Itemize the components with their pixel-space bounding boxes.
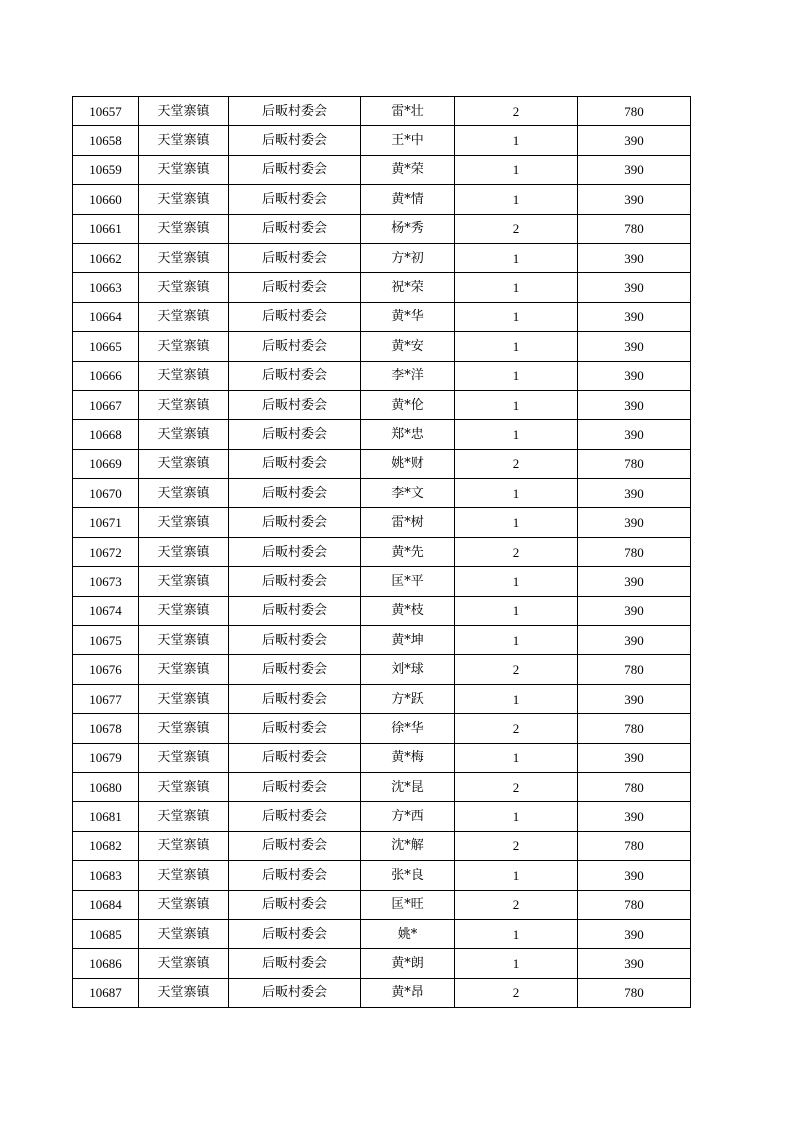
cell-count: 1 — [455, 420, 578, 449]
cell-name: 沈*昆 — [361, 772, 455, 801]
cell-id: 10679 — [73, 743, 139, 772]
cell-count: 2 — [455, 655, 578, 684]
cell-id: 10670 — [73, 479, 139, 508]
table-row — [73, 537, 691, 566]
cell-amount: 390 — [578, 302, 691, 331]
cell-name: 姚* — [361, 919, 455, 948]
cell-id: 10683 — [73, 861, 139, 890]
cell-town: 天堂寨镇 — [139, 772, 229, 801]
cell-count: 2 — [455, 537, 578, 566]
cell-id: 10660 — [73, 185, 139, 214]
cell-name: 祝*荣 — [361, 273, 455, 302]
cell-id: 10678 — [73, 714, 139, 743]
table-row — [73, 684, 691, 713]
cell-count: 1 — [455, 949, 578, 978]
cell-id: 10674 — [73, 596, 139, 625]
cell-village: 后畈村委会 — [229, 332, 361, 361]
cell-village: 后畈村委会 — [229, 655, 361, 684]
cell-amount: 390 — [578, 596, 691, 625]
cell-amount: 390 — [578, 332, 691, 361]
table-row — [73, 185, 691, 214]
cell-count: 2 — [455, 831, 578, 860]
cell-amount: 780 — [578, 831, 691, 860]
table-row — [73, 243, 691, 272]
cell-village: 后畈村委会 — [229, 126, 361, 155]
cell-id: 10673 — [73, 567, 139, 596]
cell-count: 1 — [455, 155, 578, 184]
cell-id: 10662 — [73, 243, 139, 272]
cell-name: 杨*秀 — [361, 214, 455, 243]
cell-village: 后畈村委会 — [229, 508, 361, 537]
cell-name: 刘*球 — [361, 655, 455, 684]
cell-village: 后畈村委会 — [229, 861, 361, 890]
cell-amount: 390 — [578, 390, 691, 419]
cell-count: 1 — [455, 743, 578, 772]
cell-count: 2 — [455, 978, 578, 1007]
table-row — [73, 126, 691, 155]
cell-amount: 390 — [578, 919, 691, 948]
cell-count: 1 — [455, 390, 578, 419]
cell-name: 李*洋 — [361, 361, 455, 390]
cell-name: 沈*解 — [361, 831, 455, 860]
cell-village: 后畈村委会 — [229, 97, 361, 126]
table-row — [73, 802, 691, 831]
cell-village: 后畈村委会 — [229, 772, 361, 801]
cell-town: 天堂寨镇 — [139, 626, 229, 655]
cell-name: 黄*华 — [361, 302, 455, 331]
table-row — [73, 890, 691, 919]
cell-town: 天堂寨镇 — [139, 508, 229, 537]
cell-town: 天堂寨镇 — [139, 361, 229, 390]
cell-name: 匡*平 — [361, 567, 455, 596]
cell-name: 方*跃 — [361, 684, 455, 713]
cell-town: 天堂寨镇 — [139, 185, 229, 214]
cell-count: 1 — [455, 479, 578, 508]
cell-amount: 780 — [578, 97, 691, 126]
cell-village: 后畈村委会 — [229, 390, 361, 419]
cell-amount: 390 — [578, 802, 691, 831]
table-row — [73, 97, 691, 126]
cell-name: 雷*壮 — [361, 97, 455, 126]
table-row — [73, 655, 691, 684]
table-row — [73, 861, 691, 890]
cell-name: 张*良 — [361, 861, 455, 890]
cell-name: 郑*忠 — [361, 420, 455, 449]
cell-town: 天堂寨镇 — [139, 390, 229, 419]
cell-id: 10659 — [73, 155, 139, 184]
cell-town: 天堂寨镇 — [139, 743, 229, 772]
cell-town: 天堂寨镇 — [139, 684, 229, 713]
cell-town: 天堂寨镇 — [139, 949, 229, 978]
cell-id: 10666 — [73, 361, 139, 390]
table-row — [73, 390, 691, 419]
cell-count: 1 — [455, 243, 578, 272]
cell-town: 天堂寨镇 — [139, 273, 229, 302]
cell-town: 天堂寨镇 — [139, 332, 229, 361]
cell-village: 后畈村委会 — [229, 567, 361, 596]
cell-amount: 780 — [578, 890, 691, 919]
table-row — [73, 508, 691, 537]
table-row — [73, 361, 691, 390]
cell-name: 黄*情 — [361, 185, 455, 214]
cell-count: 1 — [455, 919, 578, 948]
table-row — [73, 302, 691, 331]
cell-count: 1 — [455, 302, 578, 331]
cell-count: 2 — [455, 449, 578, 478]
cell-count: 1 — [455, 596, 578, 625]
roster-body — [73, 97, 691, 1008]
table-row — [73, 831, 691, 860]
table-row — [73, 273, 691, 302]
table-row — [73, 919, 691, 948]
cell-town: 天堂寨镇 — [139, 449, 229, 478]
cell-name: 姚*财 — [361, 449, 455, 478]
cell-name: 黄*先 — [361, 537, 455, 566]
cell-village: 后畈村委会 — [229, 185, 361, 214]
table-row — [73, 626, 691, 655]
cell-count: 2 — [455, 714, 578, 743]
cell-amount: 390 — [578, 949, 691, 978]
cell-id: 10677 — [73, 684, 139, 713]
cell-name: 黄*昂 — [361, 978, 455, 1007]
cell-amount: 390 — [578, 508, 691, 537]
cell-amount: 780 — [578, 537, 691, 566]
cell-id: 10671 — [73, 508, 139, 537]
cell-amount: 390 — [578, 420, 691, 449]
cell-id: 10667 — [73, 390, 139, 419]
cell-town: 天堂寨镇 — [139, 890, 229, 919]
cell-name: 黄*枝 — [361, 596, 455, 625]
cell-name: 黄*朗 — [361, 949, 455, 978]
cell-id: 10680 — [73, 772, 139, 801]
cell-id: 10665 — [73, 332, 139, 361]
cell-id: 10658 — [73, 126, 139, 155]
cell-town: 天堂寨镇 — [139, 831, 229, 860]
cell-town: 天堂寨镇 — [139, 655, 229, 684]
cell-id: 10663 — [73, 273, 139, 302]
table-row — [73, 155, 691, 184]
cell-town: 天堂寨镇 — [139, 155, 229, 184]
table-row — [73, 420, 691, 449]
cell-name: 方*初 — [361, 243, 455, 272]
cell-village: 后畈村委会 — [229, 802, 361, 831]
cell-village: 后畈村委会 — [229, 420, 361, 449]
cell-village: 后畈村委会 — [229, 449, 361, 478]
cell-amount: 390 — [578, 361, 691, 390]
cell-town: 天堂寨镇 — [139, 861, 229, 890]
cell-amount: 780 — [578, 655, 691, 684]
cell-town: 天堂寨镇 — [139, 537, 229, 566]
cell-id: 10664 — [73, 302, 139, 331]
cell-amount: 390 — [578, 185, 691, 214]
cell-amount: 390 — [578, 243, 691, 272]
cell-amount: 390 — [578, 479, 691, 508]
cell-amount: 390 — [578, 155, 691, 184]
cell-id: 10684 — [73, 890, 139, 919]
cell-village: 后畈村委会 — [229, 243, 361, 272]
cell-id: 10661 — [73, 214, 139, 243]
cell-amount: 780 — [578, 714, 691, 743]
cell-village: 后畈村委会 — [229, 155, 361, 184]
table-row — [73, 449, 691, 478]
cell-town: 天堂寨镇 — [139, 802, 229, 831]
table-row — [73, 772, 691, 801]
table-row — [73, 479, 691, 508]
cell-name: 徐*华 — [361, 714, 455, 743]
cell-town: 天堂寨镇 — [139, 479, 229, 508]
cell-town: 天堂寨镇 — [139, 919, 229, 948]
table-row — [73, 978, 691, 1007]
cell-town: 天堂寨镇 — [139, 214, 229, 243]
cell-id: 10685 — [73, 919, 139, 948]
cell-amount: 780 — [578, 449, 691, 478]
table-row — [73, 714, 691, 743]
cell-town: 天堂寨镇 — [139, 567, 229, 596]
cell-town: 天堂寨镇 — [139, 243, 229, 272]
cell-count: 1 — [455, 861, 578, 890]
table-row — [73, 567, 691, 596]
cell-town: 天堂寨镇 — [139, 420, 229, 449]
cell-town: 天堂寨镇 — [139, 978, 229, 1007]
cell-count: 1 — [455, 626, 578, 655]
cell-town: 天堂寨镇 — [139, 714, 229, 743]
cell-count: 1 — [455, 802, 578, 831]
cell-count: 1 — [455, 684, 578, 713]
cell-id: 10681 — [73, 802, 139, 831]
cell-id: 10657 — [73, 97, 139, 126]
cell-village: 后畈村委会 — [229, 714, 361, 743]
cell-name: 黄*坤 — [361, 626, 455, 655]
cell-name: 匡*旺 — [361, 890, 455, 919]
cell-village: 后畈村委会 — [229, 537, 361, 566]
cell-village: 后畈村委会 — [229, 273, 361, 302]
cell-count: 1 — [455, 332, 578, 361]
subsidy-roster-table — [72, 96, 691, 1008]
cell-id: 10682 — [73, 831, 139, 860]
cell-village: 后畈村委会 — [229, 831, 361, 860]
table-row — [73, 743, 691, 772]
cell-town: 天堂寨镇 — [139, 596, 229, 625]
cell-village: 后畈村委会 — [229, 743, 361, 772]
cell-amount: 780 — [578, 214, 691, 243]
cell-count: 1 — [455, 273, 578, 302]
cell-village: 后畈村委会 — [229, 302, 361, 331]
cell-id: 10675 — [73, 626, 139, 655]
table-row — [73, 214, 691, 243]
cell-amount: 390 — [578, 567, 691, 596]
cell-village: 后畈村委会 — [229, 919, 361, 948]
cell-id: 10687 — [73, 978, 139, 1007]
cell-village: 后畈村委会 — [229, 978, 361, 1007]
cell-name: 王*中 — [361, 126, 455, 155]
table-row — [73, 949, 691, 978]
cell-town: 天堂寨镇 — [139, 126, 229, 155]
cell-village: 后畈村委会 — [229, 626, 361, 655]
cell-amount: 780 — [578, 978, 691, 1007]
cell-village: 后畈村委会 — [229, 479, 361, 508]
table-row — [73, 596, 691, 625]
cell-village: 后畈村委会 — [229, 890, 361, 919]
cell-count: 1 — [455, 126, 578, 155]
cell-amount: 390 — [578, 126, 691, 155]
cell-village: 后畈村委会 — [229, 949, 361, 978]
cell-count: 1 — [455, 508, 578, 537]
cell-village: 后畈村委会 — [229, 596, 361, 625]
cell-town: 天堂寨镇 — [139, 302, 229, 331]
cell-name: 黄*荣 — [361, 155, 455, 184]
cell-amount: 390 — [578, 743, 691, 772]
cell-count: 2 — [455, 772, 578, 801]
cell-amount: 390 — [578, 626, 691, 655]
cell-count: 2 — [455, 97, 578, 126]
cell-count: 1 — [455, 567, 578, 596]
cell-count: 1 — [455, 185, 578, 214]
cell-amount: 390 — [578, 684, 691, 713]
cell-count: 2 — [455, 890, 578, 919]
cell-amount: 390 — [578, 861, 691, 890]
cell-count: 1 — [455, 361, 578, 390]
cell-id: 10686 — [73, 949, 139, 978]
table-row — [73, 332, 691, 361]
cell-town: 天堂寨镇 — [139, 97, 229, 126]
cell-name: 方*西 — [361, 802, 455, 831]
cell-id: 10676 — [73, 655, 139, 684]
cell-amount: 390 — [578, 273, 691, 302]
cell-id: 10669 — [73, 449, 139, 478]
cell-village: 后畈村委会 — [229, 684, 361, 713]
cell-amount: 780 — [578, 772, 691, 801]
cell-count: 2 — [455, 214, 578, 243]
cell-name: 黄*梅 — [361, 743, 455, 772]
cell-name: 黄*安 — [361, 332, 455, 361]
cell-id: 10668 — [73, 420, 139, 449]
cell-name: 雷*树 — [361, 508, 455, 537]
cell-village: 后畈村委会 — [229, 361, 361, 390]
cell-name: 黄*伦 — [361, 390, 455, 419]
cell-village: 后畈村委会 — [229, 214, 361, 243]
cell-id: 10672 — [73, 537, 139, 566]
cell-name: 李*文 — [361, 479, 455, 508]
